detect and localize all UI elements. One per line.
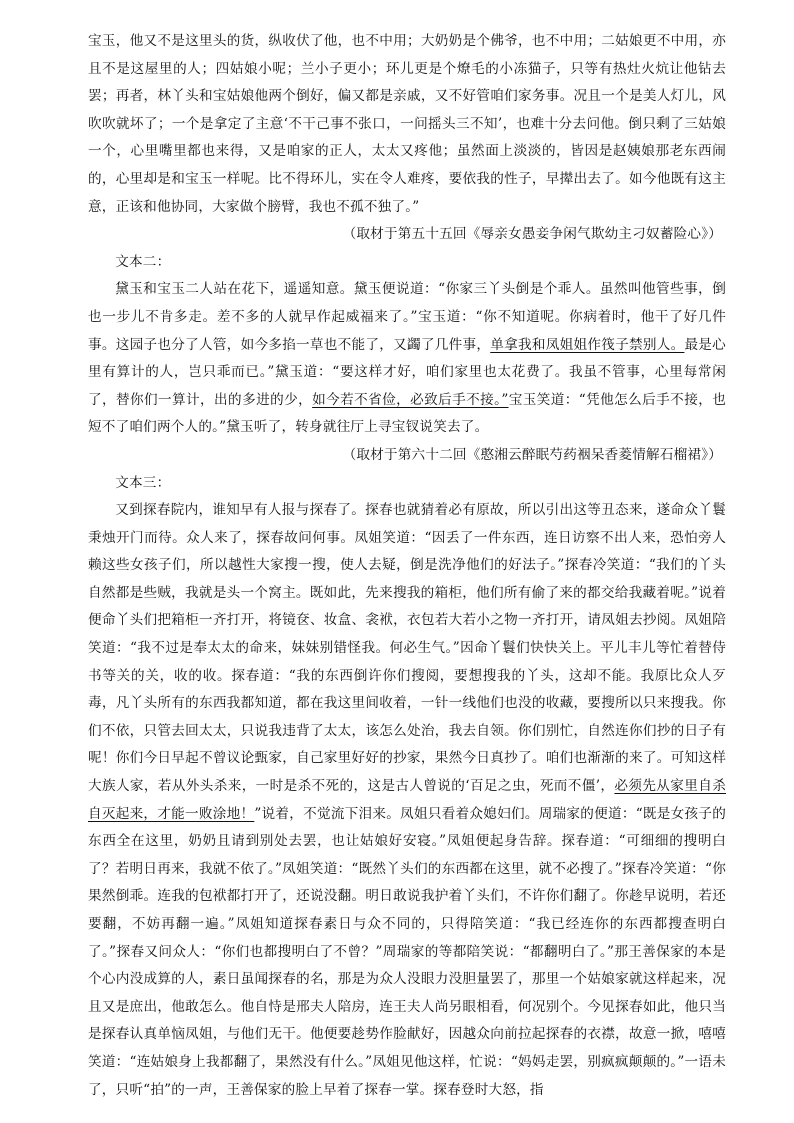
text-three-heading: 文本三： (115, 474, 171, 491)
text-two-heading: 文本二： (115, 253, 171, 270)
text-three-part-2: ”说着，不觉流下泪来。凤姐只看着众媳妇们。周瑞家的便道：“既是女孩子的东西全在这里，奶奶且请到别处去罢，也让姑娘好安寝。”凤姐便起身告辞。探春道：“可细细的搜明白了？若明日再来，我就不依了。”凤姐笑道：“既然丫头们的东西都在这里，就不必搜了。”探春冷笑道：“你果然倒乖。连我的包袱都打开了，还说没翻。明日敢说我护着丫头们，不许你们翻了。你趁早说明，若还要翻，不妨再翻一遍。”凤姐知道探春素日与众不同的，只得陪笑道：“我已经连你的东西都搜查明白了。”探春又问众人：“你们也都搜明白了不曾？”周瑞家的等都陪笑说：“都翻明白了。”那王善保家的本是个心内没成算的人，素日虽闻探春的名，那是为众人没眼力没胆量罢了，那里一个姑娘家就这样起来，况且又是庶出，他敢怎么。他自恃是邢夫人陪房，连王夫人尚另眼相看，何况别个。今见探春如此，他只当是探春认真单恼凤姐，与他们无干。他便要趁势作脸献好，因越众向前拉起探春的衣襟，故意一掀，嘻嘻笑道：“连姑娘身上我都翻了，果然没有什么。”凤姐见他这样，忙说：“妈妈走罢，别疯疯颠颠的。”一语未了，只听“拍”的一声，王善保家的脸上早着了探春一掌。探春登时大怒，指 (88, 805, 726, 1098)
text-two-underline-1: 单拿我和凤姐姐作筏子禁别人。 (490, 336, 685, 353)
text-two-part-1: 黛玉和宝玉二人站在花下，遥遥知意。黛玉便说道：“你家三丫头倒是个乖人。虽然叫他管些事，倒也一步儿不肯多走。差不多的人就早作起威福来了。”宝玉道：“你不知道呢。你病着时，他干了好几件事。这园子也分了人管，如今多掐一草也不能了，又蠲了几件事， (88, 281, 726, 353)
text-three-paragraph (88, 497, 726, 1104)
text-two-part-3: 宝玉笑道：“凭他怎么后手不接，也短不了咱们两个人的。”黛玉听了，转身就往厅上寻宝钗说笑去了。 (88, 391, 726, 436)
document-page (88, 28, 726, 1104)
text-three-part-1: 又到探春院内，谁知早有人报与探春了。探春也就猜着必有原故，所以引出这等丑态来，遂命众丫鬟秉烛开门而待。众人来了，探春故问何事。凤姐笑道：“因丢了一件东西，连日访察不出人来，恐怕旁人赖这些女孩子们，所以越性大家搜一搜，使人去疑，倒是洗净他们的好法子。”探春冷笑道：“我们的丫头自然都是些贼，我就是头一个窝主。既如此，先来搜我的箱柜，他们所有偷了来的都交给我藏着呢。”说着便命丫头们把箱柜一齐打开，将镜奁、妆盒、衾袱，衣包若大若小之物一齐打开，请凤姐去抄阅。凤姐陪笑道：“我不过是奉太太的命来，妹妹别错怪我。何必生气。”因命丫鬟们快快关上。平儿丰儿等忙着替侍书等关的关，收的收。探春道：“我的东西倒许你们搜阅，要想搜我的丫头，这却不能。我原比众人歹毒，凡丫头所有的东西我都知道，都在我这里间收着，一针一线他们也没的收藏，要搜所以只来搜我。你们不依，只管去回太太，只说我违背了太太，该怎么处治，我去自领。你们别忙，自然连你们抄的日子有呢！你们今日早起不曾议论甄家，自己家里好好的抄家，果然今日真抄了。咱们也渐渐的来了。可知这样大族人家，若从外头杀来，一时是杀不死的，这是古人曾说的‘百足之虫，死而不僵’， (88, 502, 726, 795)
text-three-underline-1: 必须先从家里自杀自灭起来，才能一败涂地！ (88, 778, 726, 822)
text-two-part-2: 最是心里有算计的人，岂只乖而已。”黛玉道：“要这样才好，咱们家里也太花费了。我虽不管事，心里每常闲了，替你们一算计，出的多进的少， (88, 336, 726, 408)
text-one-tail-paragraph: 宝玉，他又不是这里头的货，纵收伏了他，也不中用；大奶奶是个佛爷，也不中用；二姑娘更不中用，亦且不是这屋里的人；四姑娘小呢；兰小子更小；环儿更是个燎毛的小冻猫子，只等有热灶火炕让他钻去罢；再者，林丫头和宝姑娘他两个倒好，偏又都是亲戚，又不好管咱们家务事。况且一个是美人灯儿，风吹吹就坏了；一个是拿定了主意‘不干己事不张口，一问摇头三不知’，也难十分去问他。倒只剩了三姑娘一个，心里嘴里都也来得，又是咱家的正人，太太又疼他；虽然面上淡淡的，皆因是赵姨娘那老东西闹的，心里却是和宝玉一样呢。比不得环儿，实在令人难疼，要依我的性子，早撵出去了。如今他既有这主意，正该和他协同，大家做个膀臂，我也不孤不独了。” (88, 33, 726, 215)
text-two-paragraph (88, 276, 726, 442)
text-one-source: （取材于第五十五回《辱亲女愚妾争闲气欺幼主刁奴蓄险心》） (342, 226, 722, 243)
text-two-underline-2: 如今若不省俭，必致后手不接。” (312, 391, 509, 408)
text-two-source: （取材于第六十二回《憨湘云醉眠芍药裀呆香菱情解石榴裙》） (342, 446, 722, 463)
